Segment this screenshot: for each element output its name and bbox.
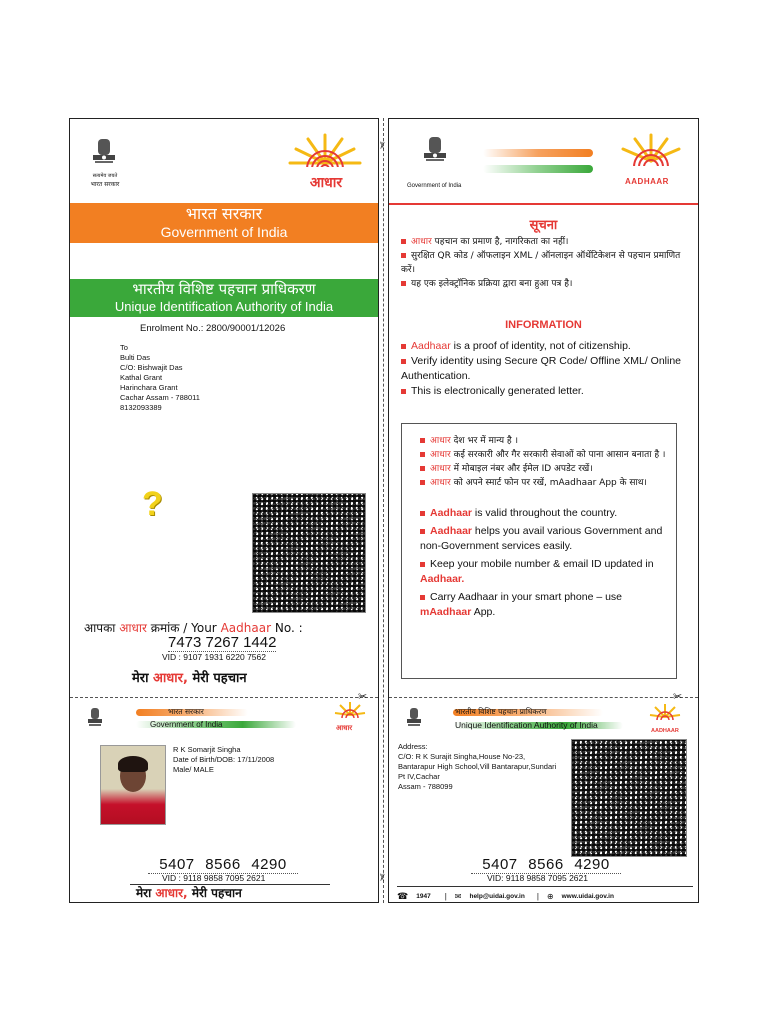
holder-name: R K Somarjit Singha <box>173 745 241 754</box>
address-line: C/O: R K Surajit Singha,House No-23, <box>398 752 526 761</box>
notice-line <box>401 249 691 277</box>
box-lead: आधार <box>430 450 451 460</box>
card-vid-number: VID : 9118 9858 7095 2621 <box>162 873 266 883</box>
bullet-icon <box>420 511 425 516</box>
card-aadhaar-logo-icon <box>647 703 683 729</box>
card-gov-hindi: भारत सरकार <box>168 707 204 716</box>
question-mark-icon: ? <box>142 485 163 523</box>
info-text: This is electronically generated letter. <box>411 385 584 397</box>
notice-text: यह एक इलेक्ट्रॉनिक प्रक्रिया द्वारा बना हुआ पत्र है। <box>411 279 573 289</box>
address-line: Assam - 788099 <box>398 782 453 791</box>
bullet-icon <box>420 595 425 600</box>
information-list <box>401 339 693 399</box>
header-rule <box>389 203 698 205</box>
tagline-part: मेरी पहचान <box>192 671 247 686</box>
label-part: आधार <box>119 621 147 635</box>
holder-gender: Male/ MALE <box>173 765 214 774</box>
bullet-icon <box>420 438 425 443</box>
card-logo-text: AADHAAR <box>651 728 679 734</box>
tricolor-stripe-green <box>483 165 593 173</box>
box-text: helps you avail various Government and non-Government services easily. <box>420 525 663 552</box>
aadhaar-logo-text: AADHAAR <box>625 177 669 186</box>
vid-number: VID : 9107 1931 6220 7562 <box>162 652 266 662</box>
government-hindi: भारत सरकार <box>185 204 263 223</box>
footer-website[interactable]: www.uidai.gov.in <box>561 892 614 900</box>
box-text: कई सरकारी और गैर सरकारी सेवाओं को पाना आसान बनाता है । <box>450 450 666 460</box>
address-line: Bantarapur High School,Vill Bantarapur,Sundari <box>398 762 557 771</box>
card-vid-number: VID: 9118 9858 7095 2621 <box>487 873 588 883</box>
address-line: 8132093389 <box>120 403 162 412</box>
box-english-line <box>420 506 666 521</box>
box-tail: mAadhaar <box>420 606 472 618</box>
box-lead: आधार <box>430 478 451 488</box>
notice-text: पहचान का प्रमाण है, नागरिकता का नहीं। <box>431 237 569 247</box>
left-letter-panel <box>69 118 379 903</box>
cut-line <box>389 697 698 698</box>
bullet-icon <box>401 253 406 258</box>
bullet-icon <box>401 344 406 349</box>
card-gov-english: Government of India <box>150 720 223 729</box>
info-box <box>401 423 677 679</box>
cut-line <box>70 697 378 698</box>
box-text: में मोबाइल नंबर और ईमेल ID अपडेट रखें। <box>450 464 593 474</box>
government-english: Government of India <box>160 224 288 240</box>
tagline-part: मेरी पहचान <box>191 886 242 900</box>
emblem-caption: सत्यमेव जयते <box>92 173 118 179</box>
tagline-part: आधार, <box>153 671 188 686</box>
scissors-icon: ✂ <box>358 691 368 703</box>
emblem-gov-label: Government of India <box>407 183 462 189</box>
label-part: क्रमांक / Your <box>150 621 217 635</box>
card-qr-code <box>571 739 687 857</box>
card-aadhaar-number: 5407 8566 4290 <box>148 856 298 874</box>
address-line: C/O: Bishwajit Das <box>120 363 183 372</box>
footer-email[interactable]: help@uidai.gov.in <box>469 892 525 900</box>
notice-text: सुरक्षित QR कोड / ऑफलाइन XML / ऑनलाइन ऑथेंटिकेशन से पहचान प्रमाणित करें। <box>401 251 681 275</box>
info-line <box>401 339 693 354</box>
card-logo-text: आधार <box>336 724 353 732</box>
box-text: Carry Aadhaar in your smart phone – use <box>430 591 623 603</box>
label-part: Aadhaar <box>220 621 272 635</box>
box-text: को अपने स्मार्ट फोन पर रखें, mAadhaar App के साथ। <box>450 478 647 488</box>
right-letter-panel <box>388 118 699 903</box>
national-emblem-icon <box>90 137 118 171</box>
information-title: INFORMATION <box>505 319 582 331</box>
box-spacer <box>420 490 666 506</box>
national-emblem-icon <box>421 135 449 169</box>
info-text: Verify identity using Secure QR Code/ Offline XML/ Online Authentication. <box>401 355 682 382</box>
footer-divider: | <box>536 891 539 901</box>
uidai-band <box>70 279 378 317</box>
info-line <box>401 384 693 399</box>
box-english-line <box>420 590 666 620</box>
recipient-address <box>120 343 200 413</box>
box-hindi-line <box>420 448 666 462</box>
enrolment-number: Enrolment No.: 2800/90001/12026 <box>140 323 286 334</box>
tagline-part: आधार, <box>155 886 188 900</box>
bullet-icon <box>420 562 425 567</box>
card-uidai-hindi: भारतीय विशिष्ट पहचान प्राधिकरण <box>455 707 547 716</box>
footer-divider: | <box>444 891 447 901</box>
emblem-gov-label: भारत सरकार <box>90 181 120 188</box>
address-line: Harinchara Grant <box>120 383 178 392</box>
scissors-bottom-icon: ✂ <box>375 873 387 882</box>
bullet-icon <box>420 452 425 457</box>
aadhaar-logo-text: आधार <box>309 175 343 191</box>
footer-phone: 1947 <box>416 892 431 900</box>
card-tagline <box>136 884 242 901</box>
bullet-icon <box>401 359 406 364</box>
scissors-top-icon: ✂ <box>375 141 387 150</box>
bullet-icon <box>401 281 406 286</box>
phone-icon: ☎ <box>397 890 409 901</box>
card-address <box>398 742 573 792</box>
box-hindi-line <box>420 434 666 448</box>
address-line: Bulti Das <box>120 353 151 362</box>
notice-list <box>401 235 691 291</box>
notice-line <box>401 277 691 291</box>
globe-icon: ⊕ <box>546 891 554 901</box>
aadhaar-logo-icon <box>615 133 687 181</box>
box-lead: Aadhaar <box>430 525 473 537</box>
bullet-icon <box>420 466 425 471</box>
box-lead: आधार <box>430 436 451 446</box>
aadhaar-number: 7473 7267 1442 <box>168 634 277 651</box>
footer-bar <box>397 886 693 903</box>
government-band <box>70 203 378 243</box>
uidai-english: Unique Identification Authority of India <box>114 299 334 314</box>
card-emblem-icon <box>405 707 423 729</box>
info-text: is a proof of identity, not of citizenship. <box>450 340 631 352</box>
photo-hair <box>118 756 148 772</box>
tricolor-stripe <box>483 149 593 157</box>
address-label: Address: <box>398 742 428 751</box>
info-line <box>401 354 693 384</box>
box-text: Keep your mobile number & email ID updated in <box>430 558 654 570</box>
address-line: Pt IV,Cachar <box>398 772 440 781</box>
scissors-icon: ✂ <box>673 691 683 703</box>
address-line: Cachar Assam - 788011 <box>120 393 200 402</box>
tagline-part: मेरा <box>132 671 149 686</box>
bullet-icon <box>401 239 406 244</box>
fold-line <box>383 118 384 903</box>
bullet-icon <box>420 529 425 534</box>
holder-dob: Date of Birth/DOB: 17/11/2008 <box>173 755 275 764</box>
tagline-part: मेरा <box>136 886 152 900</box>
card-emblem-icon <box>86 707 104 729</box>
box-hindi-line <box>420 462 666 476</box>
notice-line <box>401 235 691 249</box>
email-icon: ✉ <box>454 891 462 901</box>
qr-code <box>252 493 366 613</box>
box-after: App. <box>471 606 496 618</box>
box-hindi-line <box>420 476 666 490</box>
box-english-line <box>420 557 666 587</box>
address-line: To <box>120 343 128 352</box>
uidai-hindi: भारतीय विशिष्ट पहचान प्राधिकरण <box>132 280 316 298</box>
box-lead: Aadhaar <box>430 507 473 519</box>
holder-details <box>173 745 274 775</box>
box-english-line <box>420 524 666 554</box>
notice-lead: आधार <box>411 237 432 247</box>
box-tail: Aadhaar. <box>420 573 465 585</box>
box-lead: आधार <box>430 464 451 474</box>
holder-photo <box>100 745 166 825</box>
label-part: आपका <box>84 621 116 635</box>
card-uidai-english: Unique Identification Authority of India <box>455 720 598 730</box>
box-text: देश भर में मान्य है । <box>450 436 518 446</box>
bullet-icon <box>401 389 406 394</box>
bullet-icon <box>420 480 425 485</box>
address-line: Kathal Grant <box>120 373 163 382</box>
label-part: No. : <box>274 621 303 635</box>
tagline <box>132 668 247 686</box>
box-text: is valid throughout the country. <box>472 507 618 519</box>
notice-title: सूचना <box>529 218 558 233</box>
info-lead: Aadhaar <box>411 340 451 352</box>
card-aadhaar-number: 5407 8566 4290 <box>471 856 621 874</box>
